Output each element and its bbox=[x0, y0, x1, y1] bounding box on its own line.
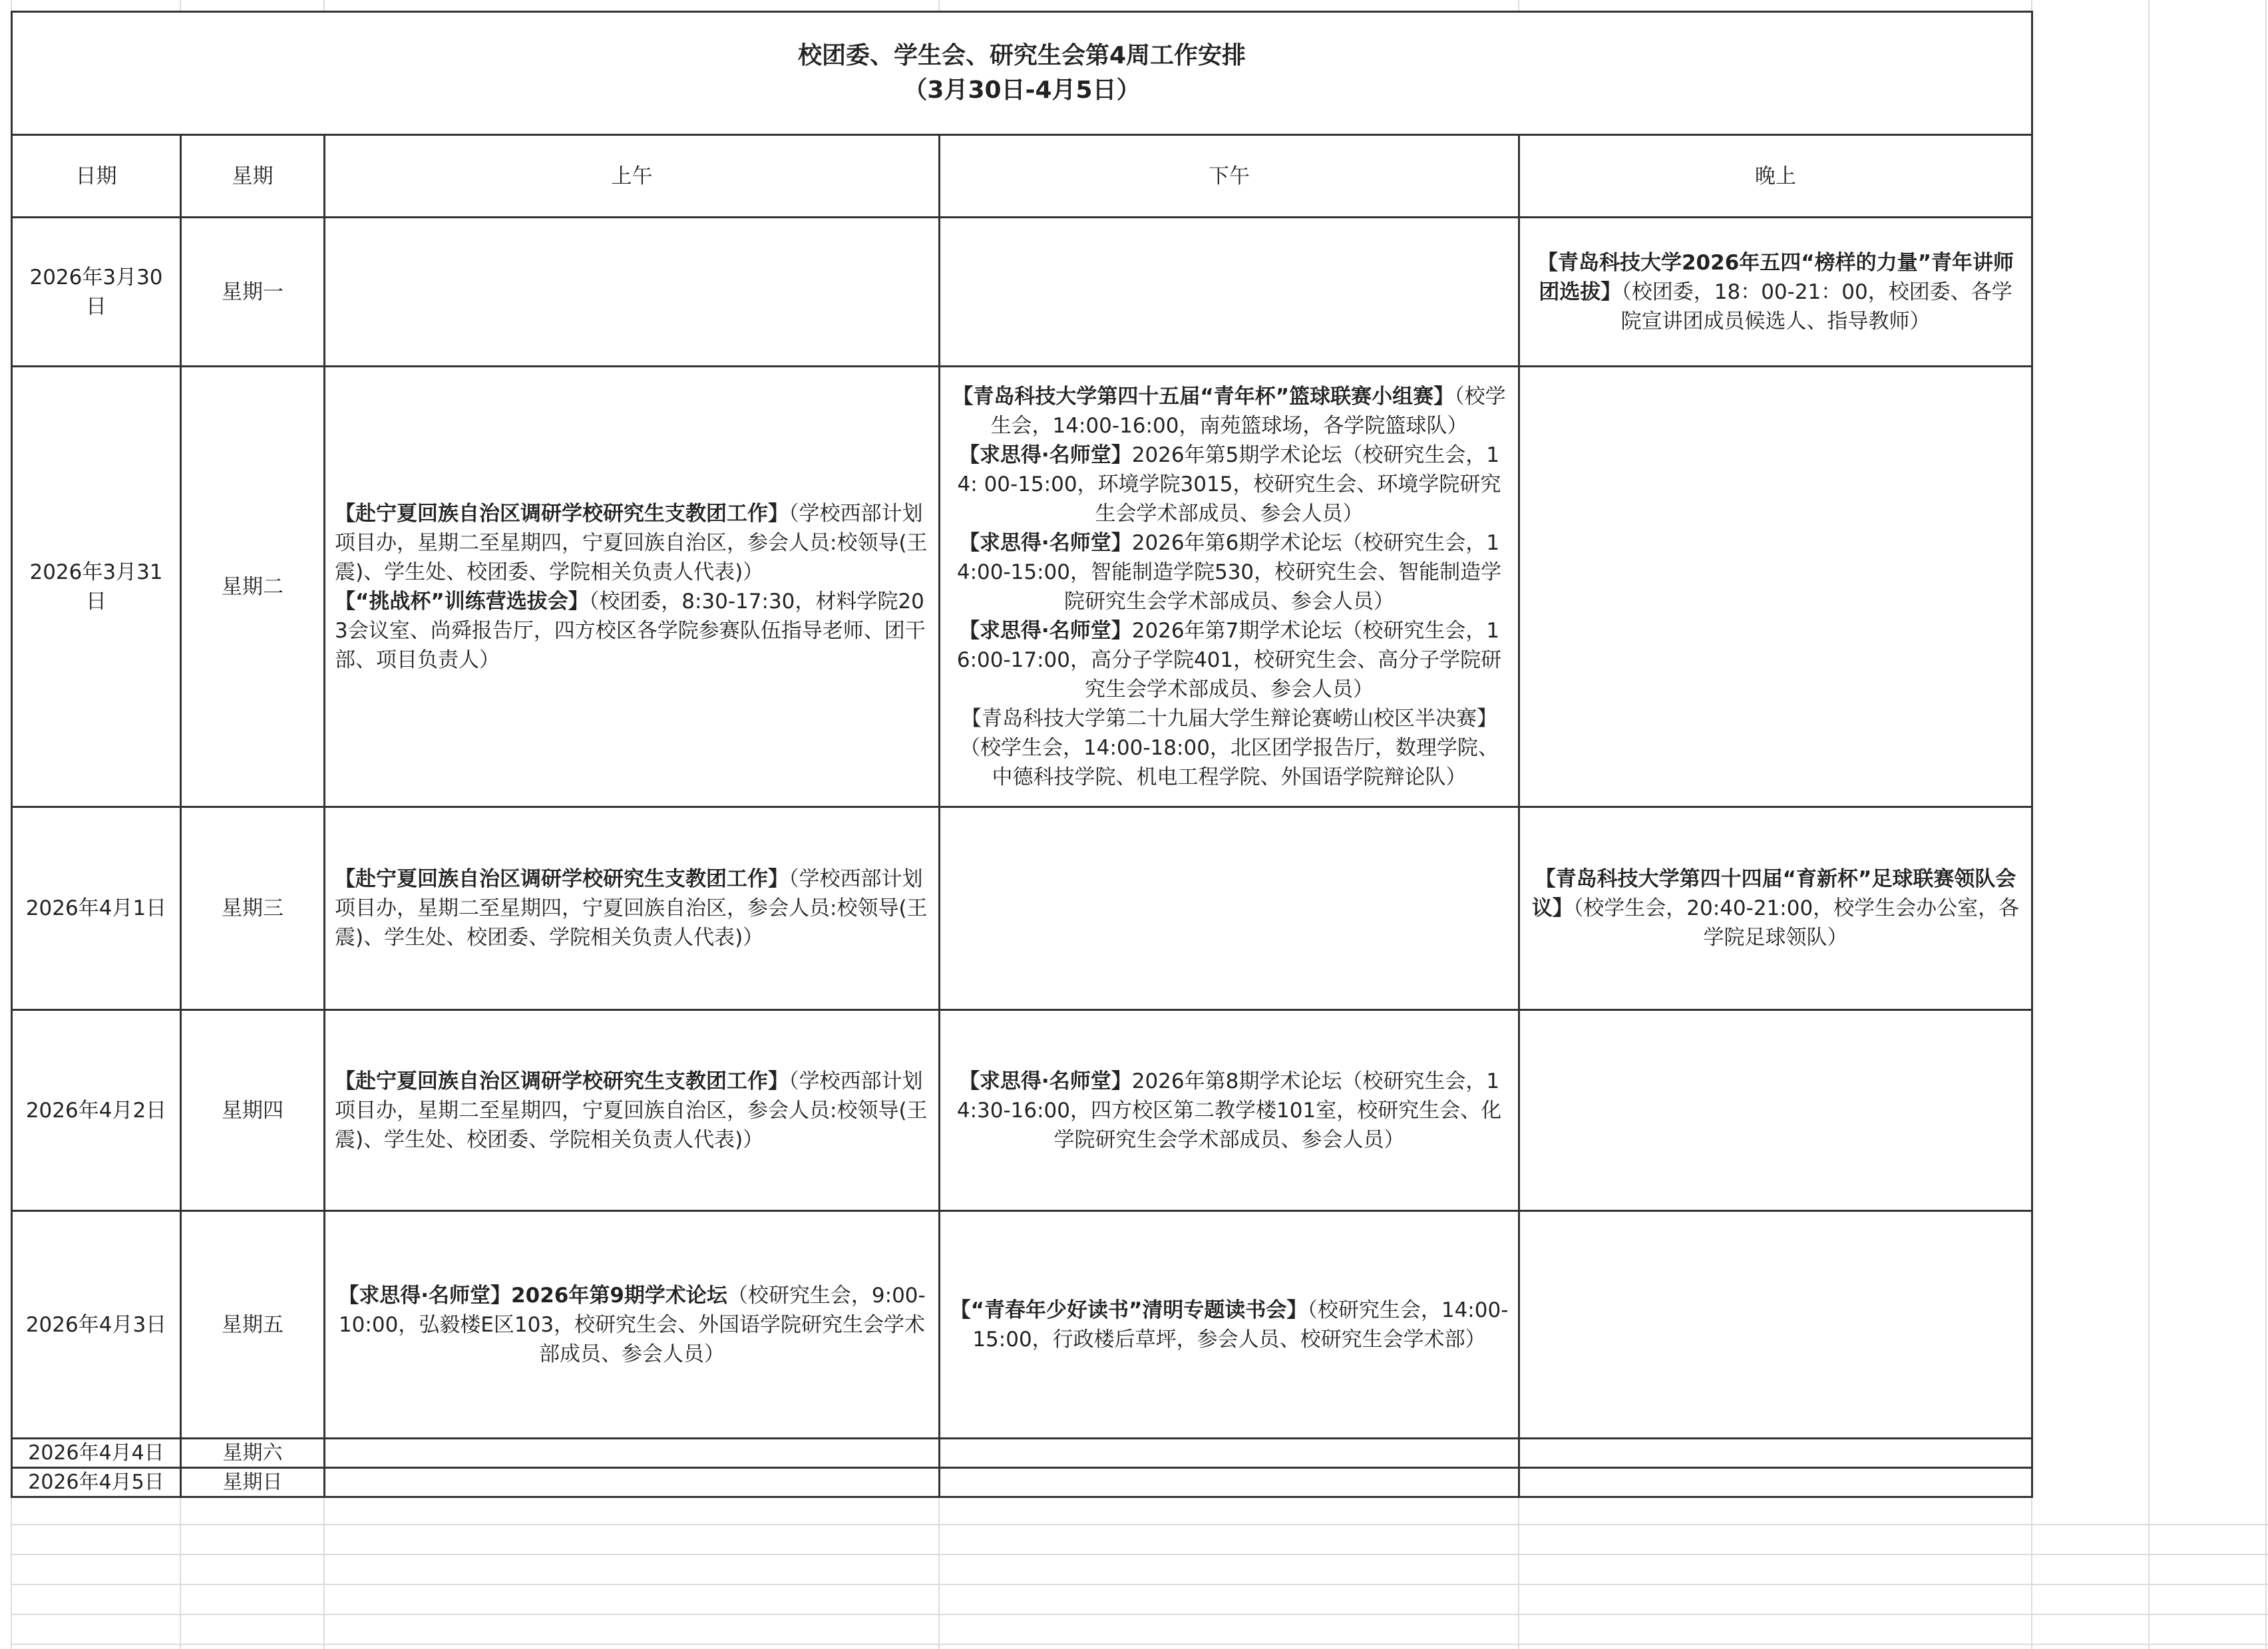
header-evening[interactable]: 晚上 bbox=[1519, 135, 2032, 218]
gridline bbox=[11, 1554, 2268, 1555]
event-title: 【求思得·名师堂】 bbox=[958, 618, 1132, 643]
event-title: 【青岛科技大学第四十四届“育新杯”足球联赛领队会议】 bbox=[1531, 867, 2016, 920]
weekday-cell[interactable]: 星期二 bbox=[181, 367, 325, 807]
afternoon-cell[interactable] bbox=[940, 1468, 1519, 1497]
weekday-cell[interactable]: 星期六 bbox=[181, 1439, 325, 1468]
afternoon-cell[interactable] bbox=[940, 807, 1519, 1010]
event-title: 【赴宁夏回族自治区调研学校研究生支教团工作】 bbox=[335, 1069, 789, 1093]
weekday-cell[interactable]: 星期四 bbox=[181, 1010, 325, 1211]
event-entry bbox=[950, 1067, 1509, 1155]
gridline bbox=[11, 1614, 2268, 1615]
title-line-1: 校团委、学生会、研究生会第4周工作安排 bbox=[797, 42, 1246, 69]
header-row bbox=[12, 135, 2032, 218]
table-row bbox=[12, 367, 2032, 807]
title-row bbox=[12, 12, 2032, 135]
evening-cell[interactable] bbox=[1519, 1211, 2032, 1439]
event-details: 2026年第5期学术论坛（校研究生会，14: 00-15:00，环境学院3015，校研究生会、环境学院研究生会学术部成员、参会人员） bbox=[957, 443, 1501, 526]
weekday-cell[interactable]: 星期三 bbox=[181, 807, 325, 1010]
morning-cell[interactable] bbox=[325, 218, 940, 367]
event-title: 【青岛科技大学2026年五四“榜样的力量”青年讲师团选拔】 bbox=[1537, 250, 2014, 304]
event-entry bbox=[950, 441, 1509, 528]
morning-cell[interactable] bbox=[325, 807, 940, 1010]
table-row bbox=[12, 807, 2032, 1010]
afternoon-cell[interactable] bbox=[940, 1010, 1519, 1211]
evening-cell[interactable] bbox=[1519, 1468, 2032, 1497]
event-title: 【求思得·名师堂】 bbox=[958, 1069, 1132, 1093]
event-entry bbox=[950, 704, 1509, 792]
gridline bbox=[11, 1584, 2268, 1585]
event-details: 2026年第8期学术论坛（校研究生会，14:30-16:00，四方校区第二教学楼101室，校研究生会、化学院研究生会学术部成员、参会人员） bbox=[956, 1069, 1502, 1152]
event-title: 【赴宁夏回族自治区调研学校研究生支教团工作】 bbox=[335, 501, 789, 526]
date-cell[interactable]: 2026年4月3日 bbox=[12, 1211, 181, 1439]
event-title: 【“青春年少好读书”清明专题读书会】 bbox=[950, 1298, 1308, 1322]
evening-cell[interactable] bbox=[1519, 367, 2032, 807]
event-details: （校团委，8:30-17:30，材料学院203会议室、尚舜报告厅，四方校区各学院参赛队伍指导老师、团干部、项目负责人） bbox=[335, 589, 926, 672]
header-date[interactable]: 日期 bbox=[12, 135, 181, 218]
table-row bbox=[12, 218, 2032, 367]
event-entry bbox=[950, 1296, 1509, 1354]
event-details: （校研究生会，14:00-15:00，行政楼后草坪，参会人员、校研究生会学术部） bbox=[972, 1298, 1509, 1352]
evening-cell[interactable] bbox=[1519, 1439, 2032, 1468]
event-entry bbox=[335, 864, 929, 952]
event-details: （学校西部计划项目办，星期二至星期四，宁夏回族自治区，参会人员:校领导(王震)、学生处、校团委、学院相关负责人代表)） bbox=[335, 501, 928, 584]
gridline bbox=[11, 1524, 2268, 1525]
table-row bbox=[12, 1211, 2032, 1439]
header-morning[interactable]: 上午 bbox=[325, 135, 940, 218]
event-title: 【青岛科技大学第四十五届“青年杯”篮球联赛小组赛】 bbox=[952, 384, 1455, 409]
morning-cell[interactable] bbox=[325, 1211, 940, 1439]
event-details: （校学生会，20:40-21:00，校学生会办公室，各学院足球领队） bbox=[1573, 896, 2020, 950]
event-entry bbox=[335, 587, 929, 675]
gridline bbox=[2265, 0, 2267, 1649]
morning-cell[interactable] bbox=[325, 1010, 940, 1211]
event-title: 【求思得·名师堂】 bbox=[958, 443, 1132, 467]
date-cell[interactable]: 2026年4月2日 bbox=[12, 1010, 181, 1211]
event-entry bbox=[950, 616, 1509, 704]
weekday-cell[interactable]: 星期日 bbox=[181, 1468, 325, 1497]
morning-cell[interactable] bbox=[325, 1468, 940, 1497]
table-row bbox=[12, 1010, 2032, 1211]
event-details: （学校西部计划项目办，星期二至星期四，宁夏回族自治区，参会人员:校领导(王震)、学生处、校团委、学院相关负责人代表)） bbox=[335, 1069, 928, 1152]
table-title[interactable] bbox=[12, 12, 2032, 135]
table-row bbox=[12, 1439, 2032, 1468]
event-details: （校学生会，14:00-16:00，南苑篮球场，各学院篮球队） bbox=[990, 384, 1506, 438]
afternoon-cell[interactable] bbox=[940, 367, 1519, 807]
evening-cell[interactable] bbox=[1519, 1010, 2032, 1211]
evening-cell[interactable] bbox=[1519, 807, 2032, 1010]
event-details: （校团委，18：00-21：00，校团委、各学院宣讲团成员候选人、指导教师） bbox=[1620, 279, 2012, 333]
date-cell[interactable]: 2026年3月31日 bbox=[12, 367, 181, 807]
event-entry bbox=[335, 1067, 929, 1155]
afternoon-cell[interactable] bbox=[940, 1439, 1519, 1468]
afternoon-cell[interactable] bbox=[940, 218, 1519, 367]
table-row bbox=[12, 1468, 2032, 1497]
date-cell[interactable]: 2026年3月30日 bbox=[12, 218, 181, 367]
event-title: 【“挑战杯”训练营选拔会】 bbox=[335, 589, 589, 614]
event-entry bbox=[335, 499, 929, 587]
event-entry bbox=[950, 382, 1509, 441]
morning-cell[interactable] bbox=[325, 1439, 940, 1468]
afternoon-cell[interactable] bbox=[940, 1211, 1519, 1439]
gridline bbox=[11, 1644, 2268, 1645]
date-cell[interactable]: 2026年4月5日 bbox=[12, 1468, 181, 1497]
event-details: 【青岛科技大学第二十九届大学生辩论赛崂山校区半决赛】（校学生会，14:00-18:00，北区团学报告厅，数理学院、中德科技学院、机电工程学院、外国语学院辩论队） bbox=[960, 706, 1499, 789]
event-details: 2026年第7期学术论坛（校研究生会，16:00-17:00，高分子学院401，校研究生会、高分子学院研究生会学术部成员、参会人员） bbox=[956, 618, 1502, 701]
evening-cell[interactable] bbox=[1519, 218, 2032, 367]
event-title: 【求思得·名师堂】2026年第9期学术论坛 bbox=[338, 1283, 727, 1308]
header-weekday[interactable]: 星期 bbox=[181, 135, 325, 218]
event-title: 【求思得·名师堂】 bbox=[958, 530, 1132, 555]
gridline bbox=[2148, 0, 2150, 1649]
schedule-table bbox=[11, 11, 2033, 1498]
event-entry bbox=[335, 1281, 929, 1369]
date-cell[interactable]: 2026年4月4日 bbox=[12, 1439, 181, 1468]
event-details: （校研究生会，9:00-10:00，弘毅楼E区103，校研究生会、外国语学院研究生会学术部成员、参会人员） bbox=[338, 1283, 926, 1366]
event-entry bbox=[1529, 864, 2022, 952]
event-details: （学校西部计划项目办，星期二至星期四，宁夏回族自治区，参会人员:校领导(王震)、学生处、校团委、学院相关负责人代表)） bbox=[335, 867, 928, 950]
header-afternoon[interactable]: 下午 bbox=[940, 135, 1519, 218]
event-entry bbox=[1529, 248, 2022, 336]
morning-cell[interactable] bbox=[325, 367, 940, 807]
title-line-2: （3月30日-4月5日） bbox=[903, 77, 1141, 104]
event-title: 【赴宁夏回族自治区调研学校研究生支教团工作】 bbox=[335, 867, 789, 891]
weekday-cell[interactable]: 星期一 bbox=[181, 218, 325, 367]
event-entry bbox=[950, 528, 1509, 616]
event-details: 2026年第6期学术论坛（校研究生会，14:00-15:00，智能制造学院530，校研究生会、智能制造学院研究生会学术部成员、参会人员） bbox=[956, 530, 1502, 614]
date-cell[interactable]: 2026年4月1日 bbox=[12, 807, 181, 1010]
weekday-cell[interactable]: 星期五 bbox=[181, 1211, 325, 1439]
